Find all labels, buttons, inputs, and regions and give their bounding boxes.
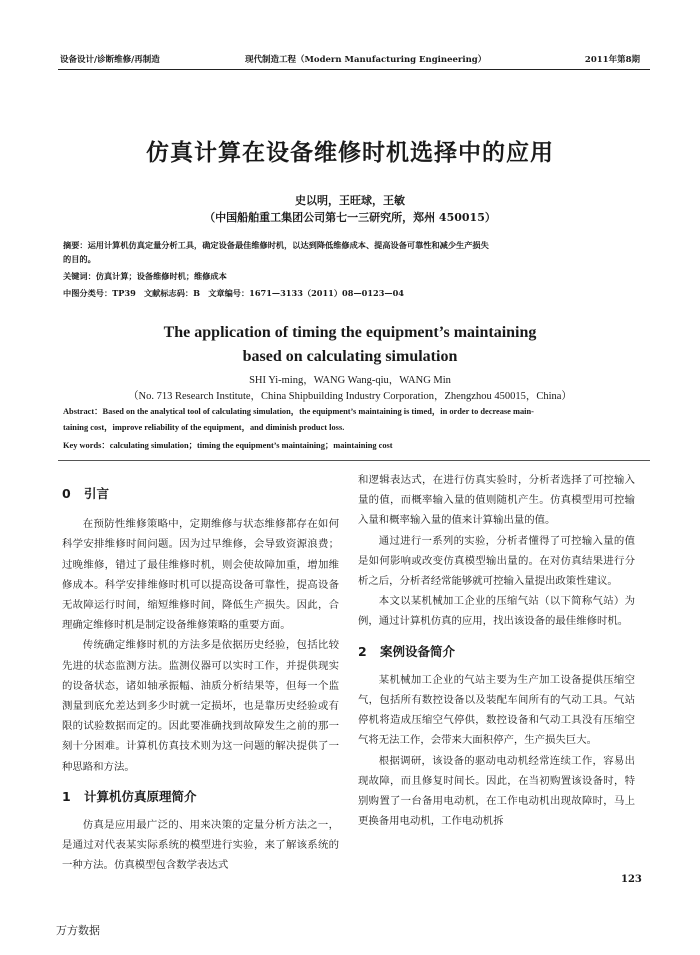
- section-heading-intro: [62, 484, 339, 504]
- keywords-en: [63, 439, 653, 453]
- header-rule: [58, 69, 650, 70]
- affiliation-cn: （中国船舶重工集团公司第七一三研究所，郑州 450015）: [204, 211, 496, 224]
- abstract-cn-line1: 运用计算机仿真定量分析工具，确定设备最佳维修时机，以达到降低维修成本、提高设备可靠性和减少生产损失: [87, 240, 489, 250]
- section-separator: [58, 460, 650, 461]
- classification-line: 中图分类号：TP39 文献标志码：B 文章编号：1671—3133（2011）08—0123—04: [63, 288, 405, 298]
- abstract-en: [63, 405, 653, 419]
- page-number: 123: [621, 874, 642, 885]
- paper-title-cn: 仿真计算在设备维修时机选择中的应用: [146, 140, 554, 166]
- keywords-cn-text: 仿真计算；设备维修时机；维修成本: [95, 271, 227, 281]
- affiliation-en: （No. 713 Research Institute，China Shipbuilding Industry Corporation，Zhengzhou 450015，China）: [128, 391, 572, 402]
- section-number: 1: [62, 788, 71, 804]
- section-title: 引言: [84, 486, 110, 501]
- paragraph: 传统确定维修时机的方法多是依据历史经验，包括比较先进的状态监测方法。监测仪器可以实时工作，并提供现实的设备状态，诸如轴承振幅、油质分析结果等，但每一个监测量到底允差达到多少时就一定损坏，也是靠历史经验或有限的试验数据而定的。因此要准确找到故障发生之前的那一刻十分困难。计算机仿真技术则为这一问题的解决提供了一种思路和方法。: [62, 639, 339, 773]
- header-section: 设备设计/诊断维修/再制造: [60, 55, 160, 65]
- paragraph: 仿真是应用最广泛的、用来决策的定量分析方法之一，是通过对代表某实际系统的模型进行实验，来了解该系统的一种方法。仿真模型包含数学表达式: [62, 819, 339, 872]
- abstract-en-label: Abstract：: [63, 407, 103, 416]
- paragraph: 在预防性维修策略中，定期维修与状态维修都存在如何科学安排维修时间问题。因为过早维修，会导致资源浪费；过晚维修，错过了最佳维修时机，则会使故障加重，增加维修成本。科学安排维修时机可以提高设备可靠性，提高设备无故障运行时间，缩短维修时间，降低生产损失。因此，合理确定维修时机是制定设备维修策略的重要方面。: [62, 518, 339, 632]
- paragraph: 本文以某机械加工企业的压缩气站（以下简称气站）为例，通过计算机仿真的应用，找出该设备的最佳维修时机。: [358, 595, 635, 628]
- keywords-en-label: Key words：: [63, 441, 110, 450]
- abstract-cn: [63, 239, 643, 252]
- keywords-cn: [63, 270, 643, 283]
- paragraph: 某机械加工企业的气站主要为生产加工设备提供压缩空气，包括所有数控设备以及装配车间所有的气动工具。气站停机将造成压缩空气停供，数控设备和气动工具没有压缩空气将无法工作，会带来大面积停产，生产损失巨大。: [358, 673, 635, 747]
- left-column: [62, 484, 339, 876]
- paper-title-en-line2: based on calculating simulation: [242, 348, 458, 365]
- paragraph: 通过进行一系列的实验，分析者懂得了可控输入量的值是如何影响或改变仿真模型输出量的。在对仿真结果进行分析之后，分析者经常能够就可控输入量提出政策性建议。: [358, 534, 635, 588]
- section-title: 案例设备简介: [380, 643, 456, 659]
- section-number: 2: [358, 643, 367, 659]
- abstract-en-cont: taining cost，improve reliability of the equipment，and diminish product loss.: [63, 423, 345, 432]
- paragraph: 和逻辑表达式，在进行仿真实验时，分析者选择了可控输入量的值，而概率输入量的值则随机产生。仿真模型用可控输入量和概率输入量的值来计算输出量的值。: [358, 474, 635, 527]
- paper-title-en-line1: The application of timing the equipment’s maintaining: [163, 324, 537, 341]
- authors-cn: 史以明，王旺球，王敏: [295, 194, 405, 207]
- footer-watermark: 万方数据: [56, 924, 100, 937]
- section-number: 0: [62, 486, 71, 501]
- paragraph: 根据调研，该设备的驱动电动机经常连续工作，容易出现故障，而且修复时间长。因此，在当初购置该设备时，特别购置了一台备用电动机，在工作电动机出现故障时，马上更换备用电动机，工作电动机拆: [358, 754, 635, 828]
- header-journal: 现代制造工程（Modern Manufacturing Engineering）: [245, 55, 487, 65]
- abstract-cn-cont: 的目的。: [63, 254, 96, 264]
- section-heading-case: [358, 642, 635, 662]
- section-title: 计算机仿真原理简介: [84, 788, 197, 804]
- running-header: [60, 53, 640, 67]
- keywords-cn-label: 关键词：: [63, 271, 96, 281]
- abstract-cn-label: 摘要：: [63, 240, 88, 250]
- header-issue: 2011年第8期: [584, 55, 640, 65]
- keywords-en-text: calculating simulation；timing the equipment’s maintaining；maintaining cost: [109, 441, 393, 450]
- authors-en: SHI Yi-ming，WANG Wang-qiu，WANG Min: [249, 375, 451, 386]
- section-heading-principle: [62, 787, 339, 807]
- right-column: [358, 470, 635, 831]
- abstract-en-line1: Based on the analytical tool of calculating simulation，the equipment’s maintaining is timed，in order to decrease main-: [102, 407, 534, 416]
